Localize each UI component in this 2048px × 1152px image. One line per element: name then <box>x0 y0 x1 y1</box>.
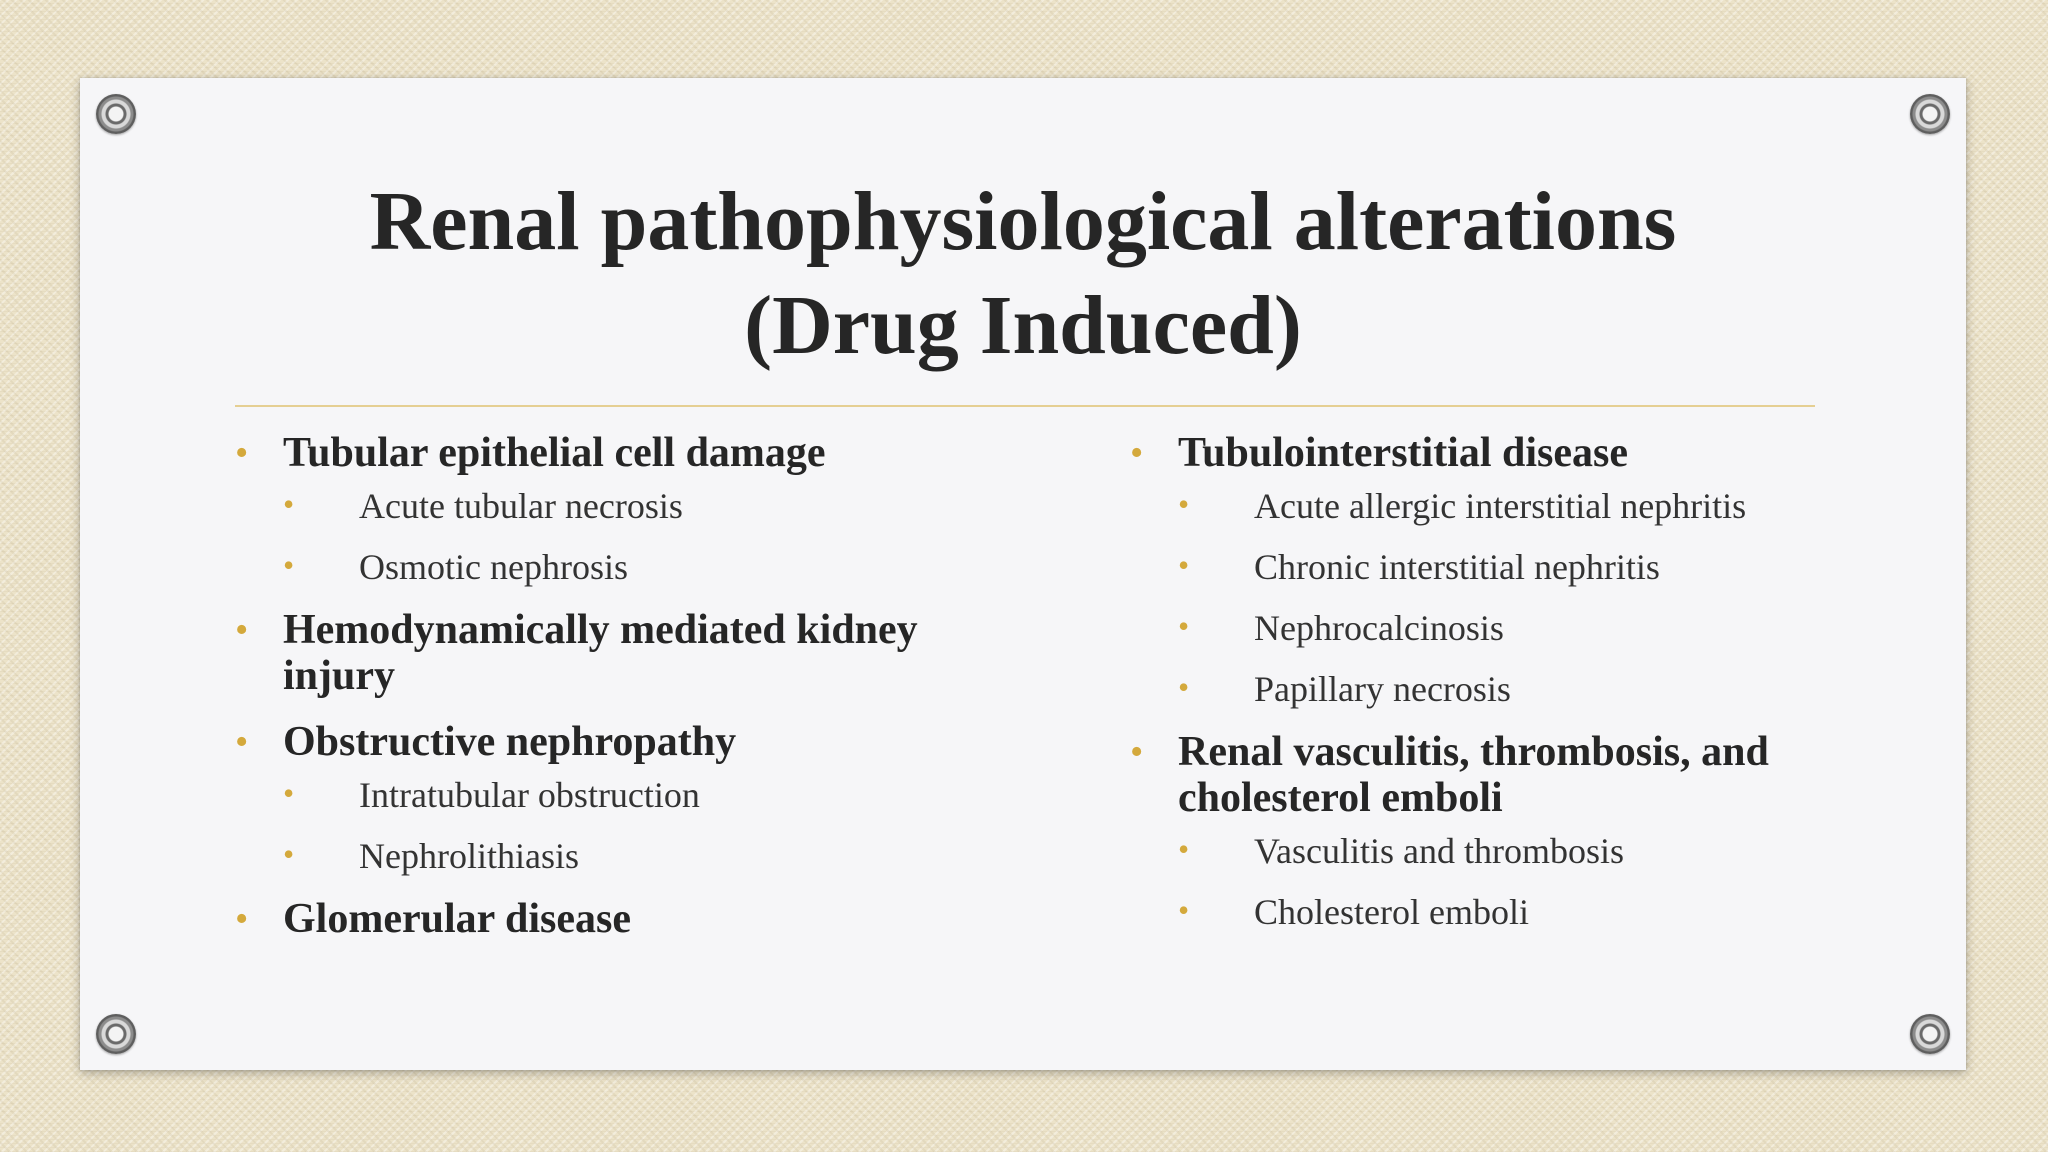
bullet-icon: • <box>1130 432 1144 474</box>
right-column-list <box>1130 430 1890 932</box>
sub-list-item <box>283 775 995 815</box>
bullet-icon: • <box>1178 486 1190 522</box>
sub-list <box>1178 486 1890 709</box>
list-item <box>1130 430 1890 709</box>
sub-list-item-text: Nephrocalcinosis <box>1254 608 1504 648</box>
bullet-icon: • <box>283 836 295 872</box>
bullet-icon: • <box>1130 731 1144 773</box>
sub-list-item-text: Papillary necrosis <box>1254 669 1511 709</box>
left-column-list <box>235 430 995 942</box>
list-item <box>235 719 995 876</box>
slide-card <box>80 78 1966 1070</box>
slide-title-line-2: (Drug Induced) <box>744 279 1302 372</box>
list-item-heading: Glomerular disease <box>283 896 632 942</box>
sub-list-item-text: Osmotic nephrosis <box>359 547 628 587</box>
rivet-icon <box>1910 94 1950 134</box>
sub-list-item-text: Vasculitis and thrombosis <box>1254 831 1624 871</box>
bullet-icon: • <box>1178 831 1190 867</box>
sub-list-item <box>283 486 995 526</box>
list-item-heading: Obstructive nephropathy <box>283 719 737 765</box>
bullet-icon: • <box>1178 892 1190 928</box>
list-item <box>235 607 995 699</box>
sub-list-item <box>283 547 995 587</box>
slide-title <box>80 170 1966 378</box>
list-item <box>235 896 995 942</box>
list-item <box>1130 729 1890 932</box>
slide-title-line-1: Renal pathophysiological alterations <box>369 175 1677 268</box>
bullet-icon: • <box>1178 669 1190 705</box>
list-item-heading: Renal vasculitis, thrombosis, and cholesterol emboli <box>1178 729 1769 821</box>
bullet-icon: • <box>1178 608 1190 644</box>
list-item-heading: Tubular epithelial cell damage <box>283 430 826 476</box>
sub-list-item <box>1178 486 1890 526</box>
rivet-icon <box>96 94 136 134</box>
list-item-heading: Tubulointerstitial disease <box>1178 430 1629 476</box>
sub-list-item <box>1178 669 1890 709</box>
bullet-icon: • <box>235 721 249 763</box>
sub-list-item-text: Acute allergic interstitial nephritis <box>1254 486 1747 526</box>
sub-list <box>283 486 995 587</box>
rivet-icon <box>1910 1014 1950 1054</box>
rivet-icon <box>96 1014 136 1054</box>
sub-list-item <box>1178 608 1890 648</box>
sub-list-item-text: Cholesterol emboli <box>1254 892 1529 932</box>
sub-list-item-text: Acute tubular necrosis <box>359 486 683 526</box>
bullet-icon: • <box>235 898 249 940</box>
sub-list-item-text: Intratubular obstruction <box>359 775 700 815</box>
sub-list-item <box>1178 547 1890 587</box>
bullet-icon: • <box>283 547 295 583</box>
sub-list-item <box>1178 831 1890 871</box>
list-item <box>235 430 995 587</box>
list-item-heading: Hemodynamically mediated kidney injury <box>283 607 918 699</box>
sub-list <box>283 775 995 876</box>
sub-list-item <box>283 836 995 876</box>
bullet-icon: • <box>235 609 249 651</box>
title-divider <box>235 405 1815 407</box>
sub-list-item <box>1178 892 1890 932</box>
bullet-icon: • <box>1178 547 1190 583</box>
sub-list <box>1178 831 1890 932</box>
bullet-icon: • <box>283 486 295 522</box>
bullet-icon: • <box>283 775 295 811</box>
sub-list-item-text: Chronic interstitial nephritis <box>1254 547 1660 587</box>
sub-list-item-text: Nephrolithiasis <box>359 836 579 876</box>
bullet-icon: • <box>235 432 249 474</box>
